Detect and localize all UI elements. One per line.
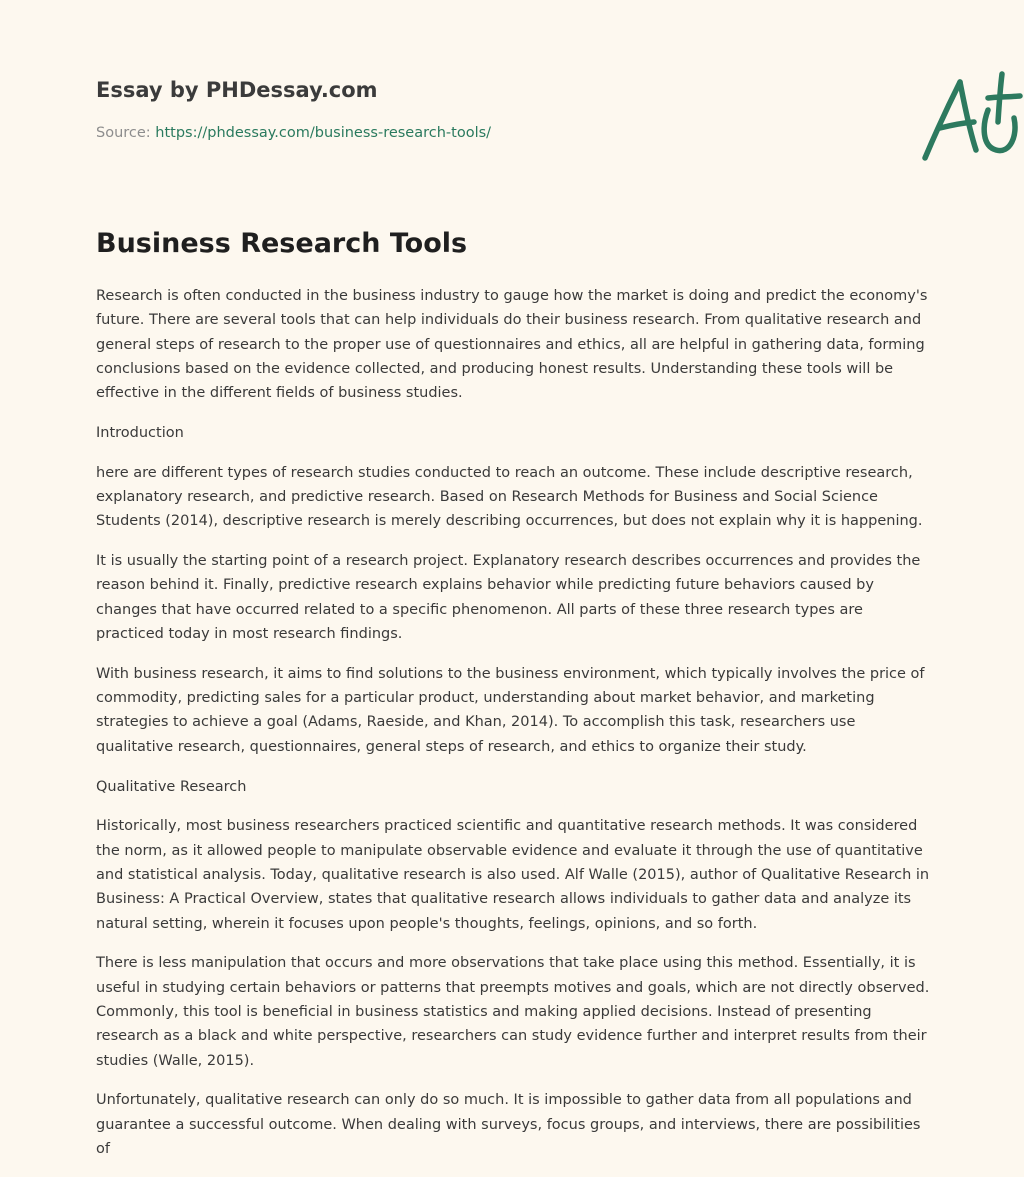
source-line (96, 124, 491, 142)
essay-paragraph: With business research, it aims to find solutions to the business environment, which typically involves the price of commodity, predicting sales for a particular product, understanding about market behavior, and marketing strategies to achieve a goal (Adams, Raeside, and Khan, 2014). To accomplish this task, researchers use qualitative research, questionnaires, general steps of research, and ethics to organize their study. (96, 665, 925, 755)
essay-paragraph: Historically, most business researchers practiced scientific and quantitative research methods. It was considered the norm, as it allowed people to manipulate observable evidence and evaluate it through the use of quantitative and statistical analysis. Today, qualitative research is also used. Alf Walle (2015), author of Qualitative Research in Business: A Practical Overview, states that qualitative research allows individuals to gather data and analyze its natural setting, wherein it focuses upon people's thoughts, feelings, opinions, and so forth. (96, 818, 930, 932)
essay-body (96, 284, 930, 1177)
essay-paragraph: Research is often conducted in the business industry to gauge how the market is doing and predict the economy's future. There are several tools that can help individuals do their business research. From qualitative research and general steps of research to the proper use of questionnaires and ethics, all are helpful in gathering data, forming conclusions based on the evidence collected, and producing honest results. Understanding these tools will be effective in the different fields of business studies. (96, 288, 928, 402)
essay-paragraph: here are different types of research studies conducted to reach an outcome. These include descriptive research, explanatory research, and predictive research. Based on Research Methods for Business and Social Science Students (2014), descriptive research is merely describing occurrences, but does not explain why it is happening. (96, 464, 923, 530)
essay-paragraph: Unfortunately, qualitative research can only do so much. It is impossible to gather data from all populations and guarantee a successful outcome. When dealing with surveys, focus groups, and interviews, there are possibilities of (96, 1092, 921, 1157)
section-heading-qualitative-research: Qualitative Research (96, 778, 247, 795)
essay-title: Business Research Tools (96, 228, 468, 259)
essay-paragraph: It is usually the starting point of a research project. Explanatory research describes occurrences and provides the reason behind it. Finally, predictive research explains behavior while predicting future behaviors caused by changes that have occurred related to a specific phenomenon. All parts of these three research types are practiced today in most research findings. (96, 553, 921, 643)
source-link[interactable]: https://phdessay.com/business-research-tools/ (155, 125, 492, 141)
a-plus-grade-icon (918, 70, 1024, 164)
source-label: Source: (96, 125, 151, 141)
section-heading-introduction: Introduction (96, 424, 184, 441)
essay-paragraph: There is less manipulation that occurs and more observations that take place using this method. Essentially, it is useful in studying certain behaviors or patterns that preempts motives and goals, which are not directly observed. Commonly, this tool is beneficial in business statistics and making applied decisions. Instead of presenting research as a black and white perspective, researchers can study evidence further and interpret results from their studies (Walle, 2015). (96, 955, 930, 1069)
site-title: Essay by PHDessay.com (96, 78, 378, 102)
